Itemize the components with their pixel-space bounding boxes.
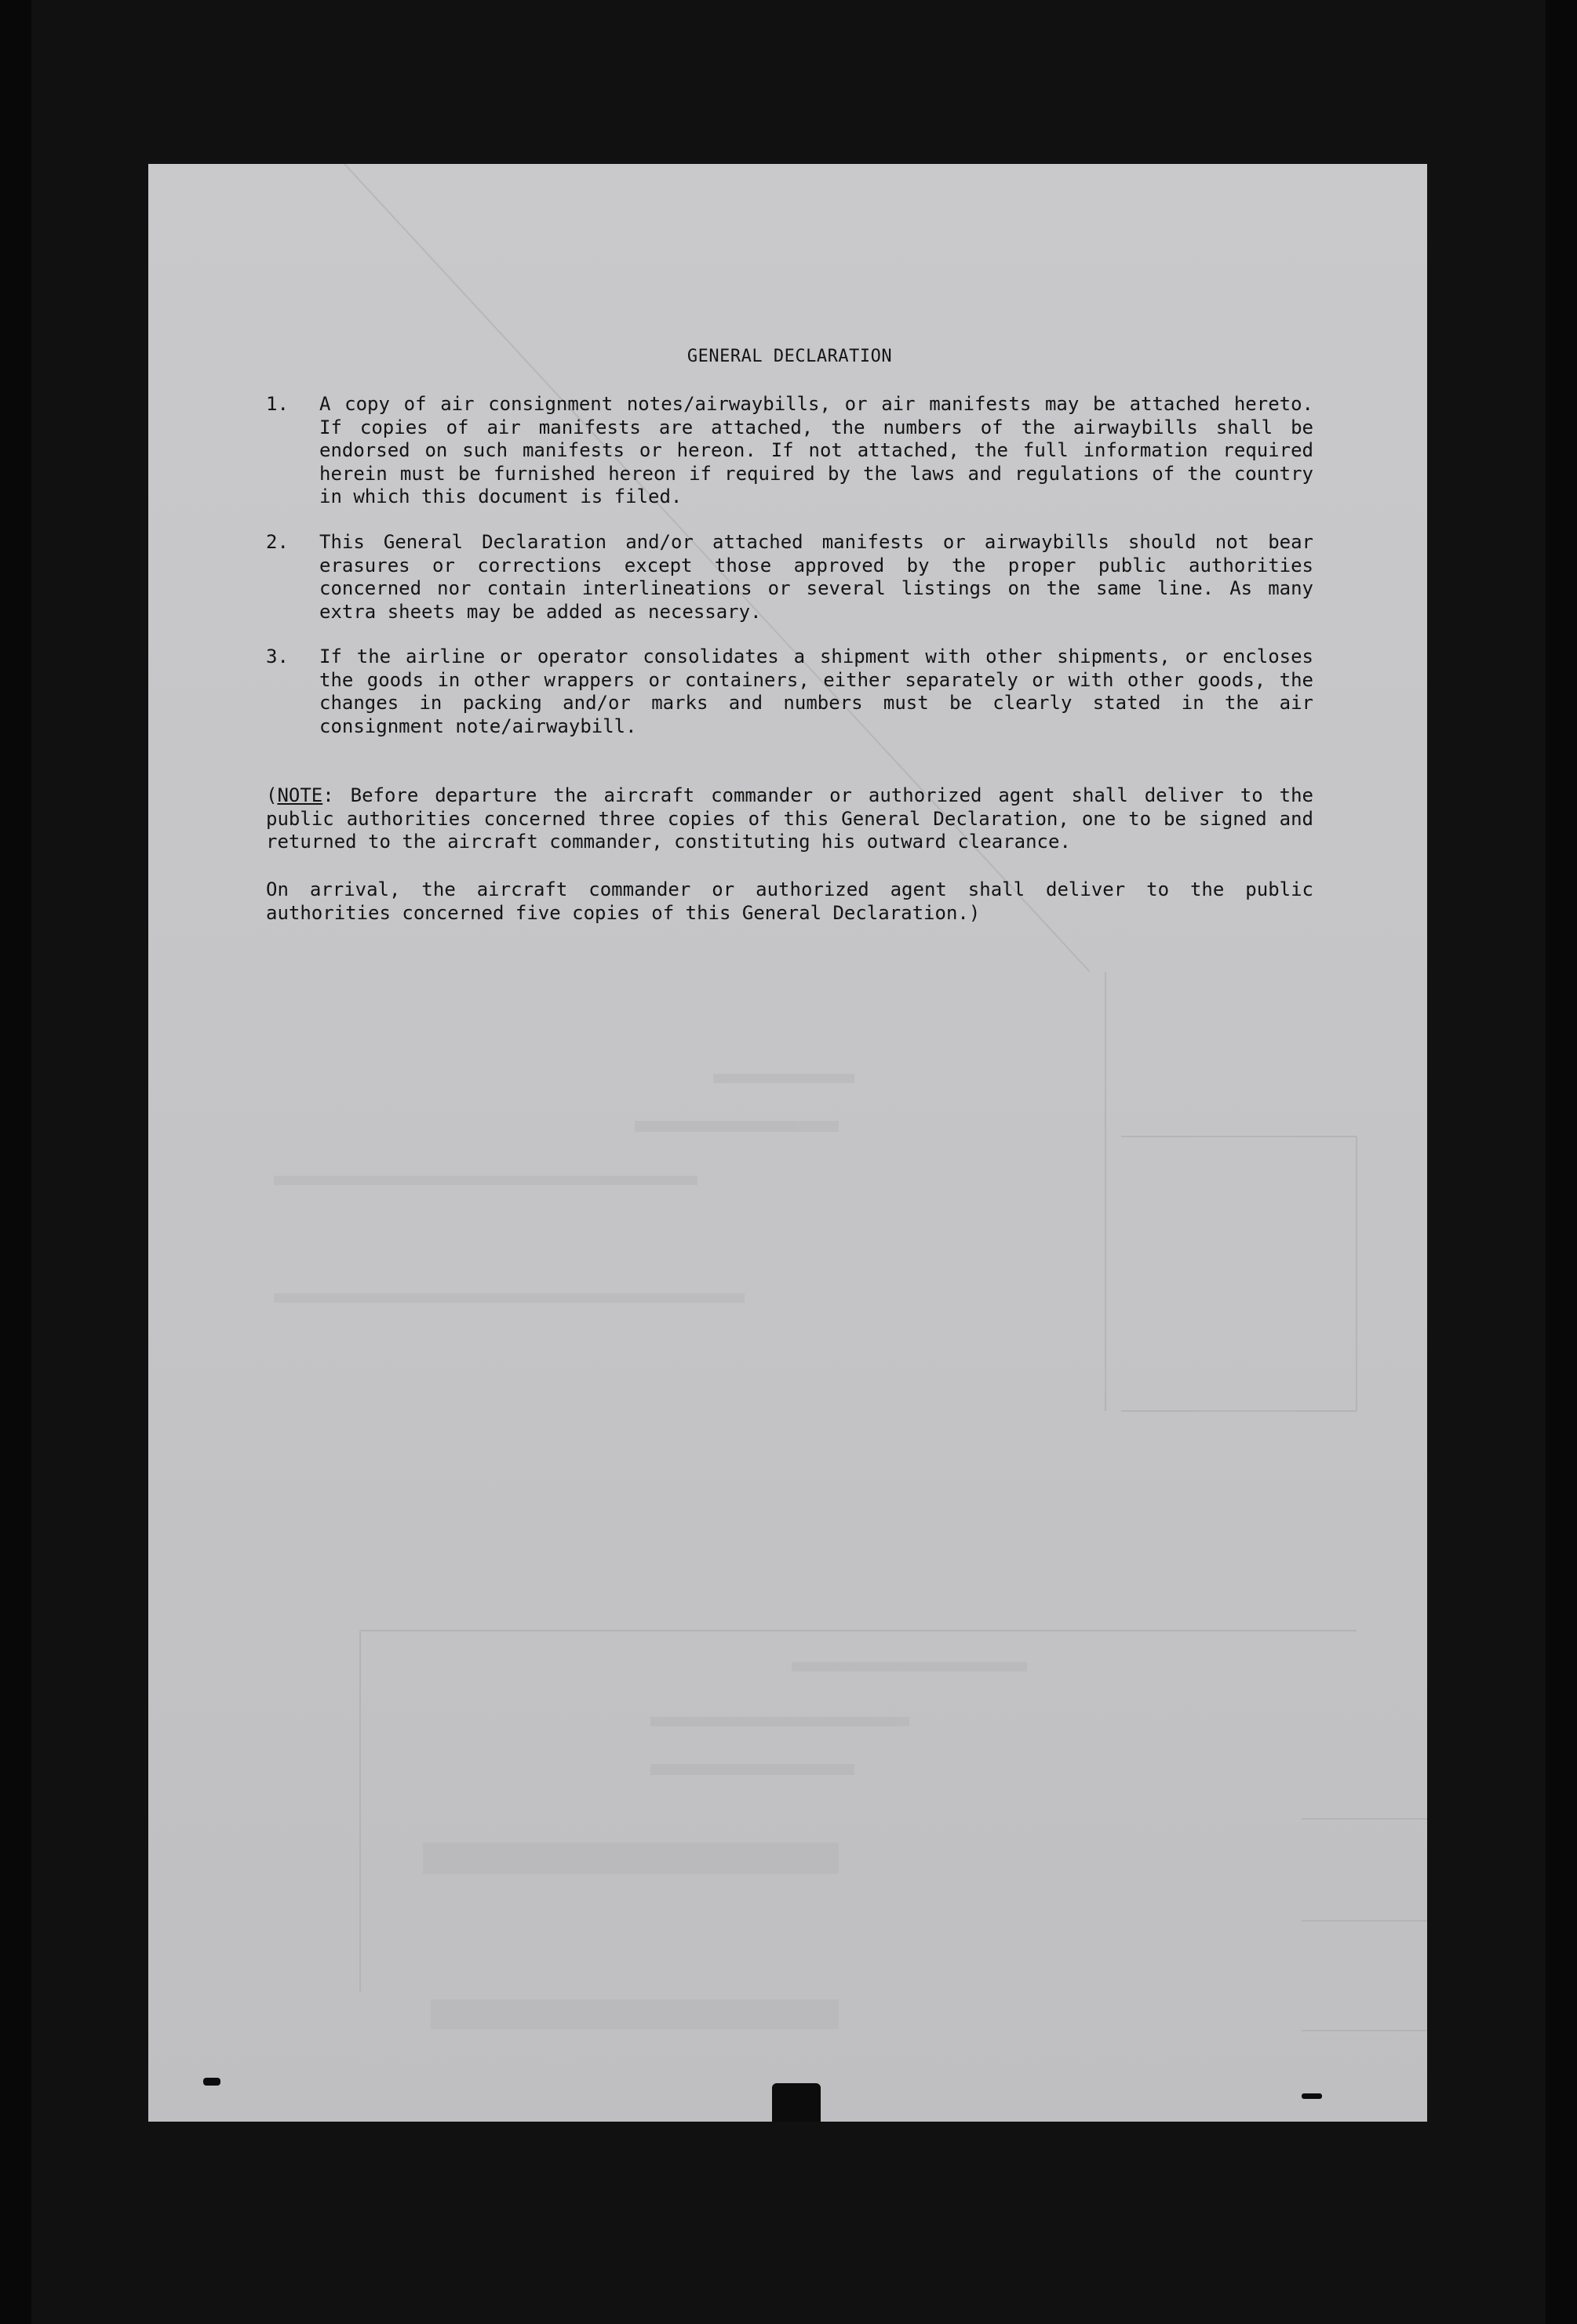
document-page — [148, 164, 1427, 2122]
instruction-item-3 — [266, 646, 1313, 738]
note-text: : Before departure the aircraft commander or authorized agent shall deliver to the public authorities concerned three copies of this General Declaration, one to be signed and returned to the aircraft commander, constituting his outward clearance. — [266, 784, 1313, 853]
item-text: This General Declaration and/or attached manifests or airwaybills should not bear erasures or corrections except those approved by the proper public authorities concerned nor contain interlineations or several listings on the same line. As many extra sheets may be added as necessary. — [319, 531, 1313, 623]
ink-smudge-center — [772, 2083, 821, 2122]
ink-smudge-right — [1302, 2093, 1322, 2099]
instruction-item-1 — [266, 393, 1313, 509]
item-number: 1. — [266, 393, 289, 415]
item-text: A copy of air consignment notes/airwaybills, or air manifests may be attached hereto. If copies of air manifests are attached, the numbers of the airwaybills shall be endorsed on such manifests or hereon. If not attached, the full information required herein must be furnished hereon if required by the laws and regulations of the country in which this document is filed. — [319, 393, 1313, 508]
note-open-paren: ( — [266, 784, 278, 806]
item-number: 2. — [266, 531, 289, 553]
item-text: If the airline or operator consolidates a shipment with other shipments, or encloses the goods in other wrappers or containers, either separately or with other goods, the changes in packing and/or marks and numbers must be clearly stated in the air consignment note/airwaybill. — [319, 646, 1313, 737]
document-title: GENERAL DECLARATION — [687, 347, 893, 366]
item-number: 3. — [266, 646, 289, 667]
instruction-item-2 — [266, 531, 1313, 624]
ink-smudge-left — [203, 2078, 220, 2086]
arrival-note: On arrival, the aircraft commander or authorized agent shall deliver to the public authorities concerned five copies of this General Declaration.) — [266, 878, 1313, 924]
departure-note — [266, 784, 1313, 854]
note-label: NOTE — [277, 784, 323, 806]
